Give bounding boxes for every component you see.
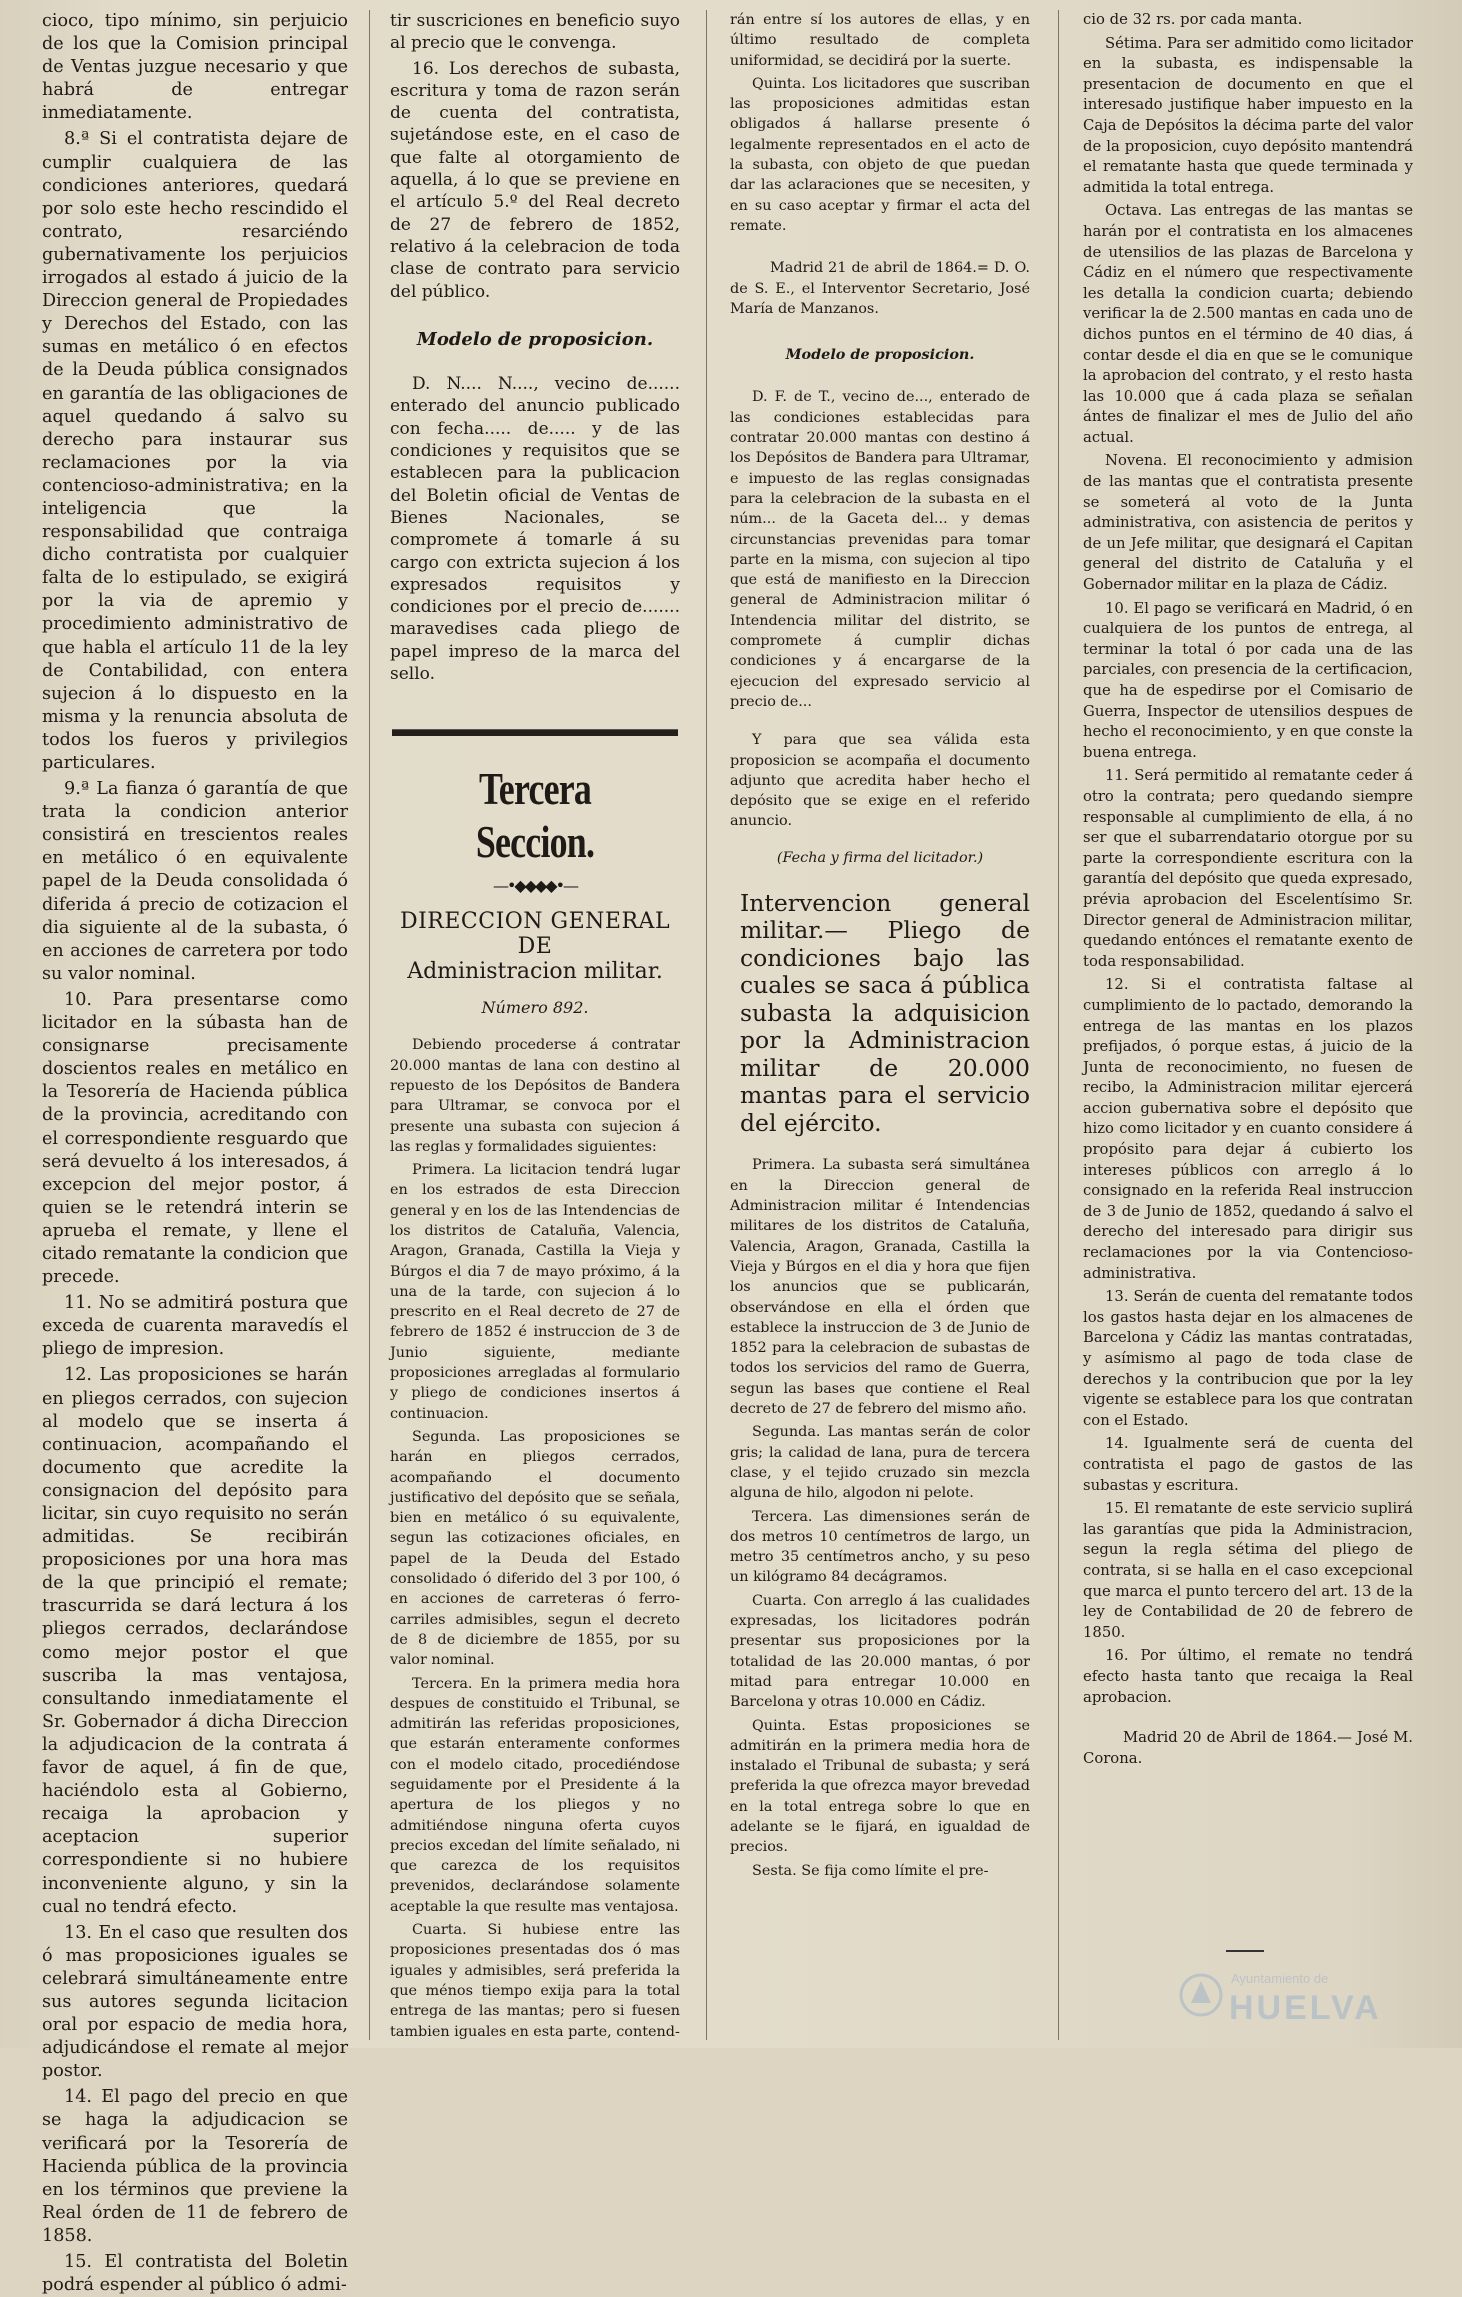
- column-2: [390, 10, 680, 2040]
- paragraph: Debiendo procederse á contratar 20.000 mantas de lana con destino al repuesto de los Depósitos de Bandera para Ultramar, se convoca por el presente una subasta con sujecion á las reglas y formalidades siguientes:: [390, 1037, 680, 1155]
- closing-rule: [1226, 1950, 1264, 1952]
- paragraph: 15. El contratista del Boletin podrá espender al público ó admi-: [42, 2252, 348, 2296]
- model-text: D. N.... N...., vecino de...... enterado del anuncio publicado con fecha..... de..... y de las condiciones y requisitos que se establecen para la publicacion del Boletin oficial de Ventas de Bienes Nacionales, se compromete á tomarle á su cargo con extricta sujecion á los expresados requisitos y condiciones por el precio de....... maravedises cada pliego de papel impreso de la marca del sello.: [390, 374, 680, 685]
- ornament: —•◆◆◆◆•—: [492, 876, 578, 896]
- paragraph: 12. Las proposiciones se harán en pliegos cerrados, con sujecion al modelo que se inserta á continuacion, acompañando el documento que acredite la consignacion del depósito para licitar, sin cuyo requisito no serán admitidas. Se recibirán proposiciones por una hora mas de la que principió el remate; trascurrida se dará lectura á los pliegos cerrados, declarándose como mejor postor el que suscriba la mas ventajosa, consultando inmediatamente el Sr. Gobernador á dicha Direccion la adjudicacion de la contrata á favor de aquel, á fin de que, haciéndolo esta al Gobierno, recaiga la aprobacion y aceptacion superior correspondiente si no hubiere inconveniente alguno, y sin la cual no tendrá efecto.: [42, 1365, 348, 1917]
- paragraph: 12. Si el contratista faltase al cumplimiento de lo pactado, demorando la entrega de las mantas en los plazos prefijados, ó porque estas, á juicio de la Junta de reconocimiento, no fuesen de recibo, la Administracion militar ejercerá accion gubernativa sobre el depósito que hizo como licitador y en cuanto considere á propósito para dejar á cubierto los intereses públicos con arreglo á lo consignado en la referida Real instruccion de 3 de Junio de 1852, quedando á salvo el derecho del interesado para dirigir sus reclamaciones por la via Contencioso-administrativa.: [1083, 976, 1413, 1282]
- model-heading: Modelo de proposicion.: [785, 346, 975, 364]
- paragraph: tir suscriciones en beneficio suyo al precio que le convenga.: [390, 11, 680, 54]
- paragraph: Quinta. Los licitadores que suscriban las proposiciones admitidas estan obligados á hallarse presente ó legalmente representados en el acto de la subasta, con objeto de que puedan dar las aclaraciones que se necesiten, y en su caso aceptar y firmar el acta del remate.: [730, 75, 1030, 234]
- paragraph: 14. Igualmente será de cuenta del contratista el pago de gastos de las subastas y escritura.: [1083, 1435, 1413, 1494]
- paragraph: 16. Los derechos de subasta, escritura y toma de razon serán de cuenta del contratista, sujetándose este, en el caso de que falte al otorgamiento de aquella, á lo que se previene en el artículo 5.º del Real decreto de 27 de febrero de 1852, relativo á la celebracion de toda clase de contrato para servicio del público.: [390, 58, 680, 302]
- paragraph: 11. No se admitirá postura que exceda de cuarenta maravedís el pliego de impresion.: [42, 1293, 348, 1360]
- direction-title: DIRECCION GENERAL DE: [399, 909, 671, 960]
- watermark-line2: HUELVA: [1229, 1989, 1382, 2027]
- paragraph: 8.ª Si el contratista dejare de cumplir cualquiera de las condiciones anteriores, quedará por solo este hecho rescindido el contrato, resarciéndo gubernativamente los perjuicios irrogados al estado á juicio de la Direccion general de Propiedades y Derechos del Estado, con las sumas en metálico ó en efectos de la Deuda pública consignados en garantía de las obligaciones de aquel quedando á salvo su derecho para instaurar sus reclamaciones por la via contencioso-administrativa; en la inteligencia que la responsabilidad que contraiga dicho contratista por cualquier falta de lo estipulado, se exigirá por la via de apremio y procedimiento administrativo de que habla el artículo 11 de la ley de Contabilidad, con entera sujecion á lo dispuesto en la misma y la renuncia absoluta de todos los fueros y privilegios particulares.: [42, 129, 348, 773]
- paragraph: rán entre sí los autores de ellas, y en último resultado de completa uniformidad, se decidirá por la suerte.: [730, 12, 1030, 69]
- paragraph: 13. Serán de cuenta del rematante todos los gastos hasta dejar en los almacenes de Barcelona y Cádiz las mantas contratadas, y asímismo al pago de toda clase de derechos y la contribucion que por la ley vigente se establece para los que contratan con el Estado.: [1083, 1288, 1413, 1429]
- paragraph: 11. Será permitido al rematante ceder á otro la contrata; pero quedando siempre responsable al cumplimiento de ella, á no ser que el subarrendatario otorgue por su parte la correspondiente escritura con la garantía del depósito que queda expresado, prévia aprobacion del Escelentísimo Sr. Director general de Administracion militar, quedando entónces el rematante exento de toda responsabilidad.: [1083, 767, 1413, 970]
- model-text: D. F. de T., vecino de..., enterado de las condiciones establecidas para contratar 20.000 mantas con destino á los Depósitos de Bandera para Ultramar, e impuesto de las reglas consignadas para la celebracion de la subasta en el núm... de la Gaceta del... y demas circunstancias prevenidas para tomar parte en la misma, con sujecion al tipo que está de manifiesto en la Direccion general de Administracion militar ó Intendencia militar del distrito, se compromete á cumplir dichas condiciones y á encargarse de la ejecucion del expresado servicio al precio de...: [730, 389, 1030, 710]
- paragraph: Cuarta. Si hubiese entre las proposiciones presentadas dos ó mas iguales y admisibles, será preferida la que ménos tiempo exija para la total entrega de las mantas; pero si fuesen tambien iguales en esta parte, contend-: [390, 1922, 680, 2040]
- signature-placeholder: (Fecha y firma del licitador.): [776, 849, 984, 866]
- paragraph: 14. El pago del precio en que se haga la adjudicacion se verificará por la Tesorería de Hacienda pública de la provincia en los términos que previene la Real órden de 11 de febrero de 1858.: [42, 2087, 348, 2246]
- paragraph: Primera. La licitacion tendrá lugar en los estrados de esta Direccion general y en los de las Intendencias de los distritos de Cataluña, Valencia, Aragon, Granada, Castilla la Vieja y Búrgos el dia 7 de mayo próximo, á la una de la tarde, con sujecion á lo prescrito en el Real decreto de 27 de febrero de 1852 é instruccion de 3 de Junio siguiente, mediante proposiciones arregladas al formulario y pliego de condiciones insertos á continuacion.: [390, 1162, 680, 1422]
- column-4: [1083, 10, 1413, 2040]
- closing: Y para que sea válida esta proposicion se acompaña el documento adjunto que acredita haber hecho el depósito que se exige en el referido anuncio.: [730, 732, 1030, 830]
- paragraph: Quinta. Estas proposiciones se admitirán en la primera media hora de instalado el Tribunal de subasta; y será preferida la que ofrezca mayor brevedad en la total entrega sobre lo que en adelante se le fijará, en igualdad de precios.: [730, 1717, 1030, 1856]
- paragraph: 13. En el caso que resulten dos ó mas proposiciones iguales se celebrará simultáneamente entre sus autores segunda licitacion oral por espacio de media hora, adjudicándose el remate al mejor postor.: [42, 1922, 348, 2082]
- paragraph: 9.ª La fianza ó garantía de que trata la condicion anterior consistirá en trescientos reales en metálico ó en equivalente papel de la Deuda consolidada ó diferida á precio de cotizacion el dia siguiente al de la subasta, ó en acciones de carretera por todo su valor nominal.: [42, 779, 348, 984]
- section-title: Tercera Seccion.: [475, 763, 595, 868]
- paragraph: cio de 32 rs. por cada manta.: [1083, 11, 1303, 28]
- watermark-line1: Ayuntamiento de: [1231, 1971, 1329, 1986]
- signature: Madrid 21 de abril de 1864.= D. O. de S. E., el Interventor Secretario, José María de Manzanos.: [730, 260, 1030, 317]
- paragraph: Segunda. Las mantas serán de color gris; la calidad de lana, pura de tercera clase, y el tejido cruzado sin mezcla alguna de hilo, algodon ni pelote.: [730, 1424, 1030, 1502]
- paragraph: cioco, tipo mínimo, sin perjuicio de los que la Comision principal de Ventas juzgue necesario y que habrá de entregar inmediatamente.: [42, 11, 348, 124]
- paragraph: 10. El pago se verificará en Madrid, ó en cualquiera de los puntos de entrega, al terminar la total ó por cada una de las parciales, con presencia de la certificacion, que ha de espedirse por el Comisario de Guerra, Inspector de utensilios despues de hecho el reconocimiento, y en que conste la buena entrega.: [1083, 599, 1413, 761]
- paragraph: Cuarta. Con arreglo á las cualidades expresadas, los licitadores podrán presentar sus proposiciones por la totalidad de las 20.000 mantas, ó por mitad para entregar 10.000 en Barcelona y otras 10.000 en Cádiz.: [730, 1592, 1030, 1711]
- paragraph: Tercera. En la primera media hora despues de constituido el Tribunal, se admitirán las referidas proposiciones, que estarán enteramente conformes con el modelo citado, procediéndose seguidamente por el Presidente á la apertura de los pliegos y no admitiéndose ninguna oferta cuyos precios excedan del límite señalado, ni que carezca de los requisitos prevenidos, declarándose solamente aceptable la que resulte mas ventajosa.: [390, 1675, 680, 1915]
- intervention-title: Intervencion general militar.— Pliego de condiciones bajo las cuales se saca á pública subasta la adquisicion por la Administracion militar de 20.000 mantas para el servicio del ejército.: [740, 888, 1030, 1137]
- column-rule: [1058, 10, 1059, 2040]
- model-heading: Modelo de proposicion.: [416, 328, 654, 350]
- paragraph: Novena. El reconocimiento y admision de las mantas que el contratista presente se someterá al voto de la Junta administrativa, con asistencia de peritos y de un Jefe militar, que designará el Capitan general del distrito de Cataluña y el Gobernador militar en la plaza de Cádiz.: [1083, 452, 1413, 594]
- column-3: [730, 10, 1030, 2040]
- paragraph: 15. El rematante de este servicio suplirá las garantías que pida la Administracion, segun la regla sétima del pliego de contrata, si se halla en el caso excepcional que marca el punto tercero del art. 13 de la ley de Contabilidad de 20 de febrero de 1850.: [1083, 1500, 1413, 1641]
- announcement-number: Número 892.: [481, 998, 589, 1018]
- paragraph: Segunda. Las proposiciones se harán en pliegos cerrados, acompañando el documento justificativo del depósito que se señala, bien en metálico ó su equivalente, segun las cotizaciones oficiales, en papel de la Deuda del Estado consolidado ó diferido del 3 por 100, ó en acciones de carreteras ó ferro-carriles admisibles, segun el decreto de 8 de diciembre de 1855, por su valor nominal.: [390, 1428, 680, 1669]
- paragraph: Primera. La subasta será simultánea en la Direccion general de Administracion militar é Intendencias militares de los distritos de Cataluña, Valencia, Aragon, Granada, Castilla la Vieja y Búrgos en el dia y hora que fijen los anuncios que se publicarán, observándose en ella el órden que establece la instruccion de 3 de Junio de 1852 para la celebracion de subastas de todos los servicios del ramo de Guerra, segun las bases que contiene el Real decreto de 27 de febrero del mismo año.: [730, 1157, 1030, 1418]
- paragraph: Tercera. Las dimensiones serán de dos metros 10 centímetros de largo, un metro 35 centímetros ancho, y su peso un kilógramo 84 decágramos.: [730, 1508, 1030, 1586]
- paragraph: Octava. Las entregas de las mantas se harán por el contratista en los almacenes de utensilios de las plazas de Barcelona y Cádiz en el número que respectivamente les detalla la condicion cuarta; debiendo verificar la de 2.500 mantas en cada uno de dichos puntos en el término de 40 dias, á contar desde el dia en que se le comunique la aprobacion del contrato, y el resto hasta las 10.000 que á cada plaza se señalan ántes de finalizar el mes de Julio del año actual.: [1083, 202, 1413, 446]
- paragraph: 10. Para presentarse como licitador en la súbasta han de consignarse precisamente doscientos reales en metálico en la Tesorería de Hacienda pública de la provincia, acreditando con el correspondiente resguardo que será devuelto á los interesados, á excepcion del mejor postor, á quien se le retendrá interin se aprueba el remate, y llene el citado rematante la condicion que precede.: [42, 989, 348, 1288]
- column-1: [42, 10, 348, 2296]
- paragraph: Sétima. Para ser admitido como licitador en la subasta, es indispensable la presentacion de documento en que el interesado justifique haber impuesto en la Caja de Depósitos la décima parte del valor de la proposicion, cuyo depósito mantendrá el rematante hasta que quede terminada y admitida la total entrega.: [1083, 34, 1413, 196]
- column-rule: [706, 10, 707, 2040]
- paragraph: 16. Por último, el remate no tendrá efecto hasta tanto que recaiga la Real aprobacion.: [1083, 1647, 1413, 1706]
- signature: Madrid 20 de Abril de 1864.— José M. Corona.: [1083, 1729, 1413, 1767]
- column-rule: [369, 10, 370, 2040]
- paragraph: Sesta. Se fija como límite el pre-: [752, 1862, 989, 1879]
- archive-watermark: [1175, 1955, 1415, 2035]
- section-divider: [392, 729, 678, 736]
- direction-subtitle: Administracion militar.: [407, 959, 663, 985]
